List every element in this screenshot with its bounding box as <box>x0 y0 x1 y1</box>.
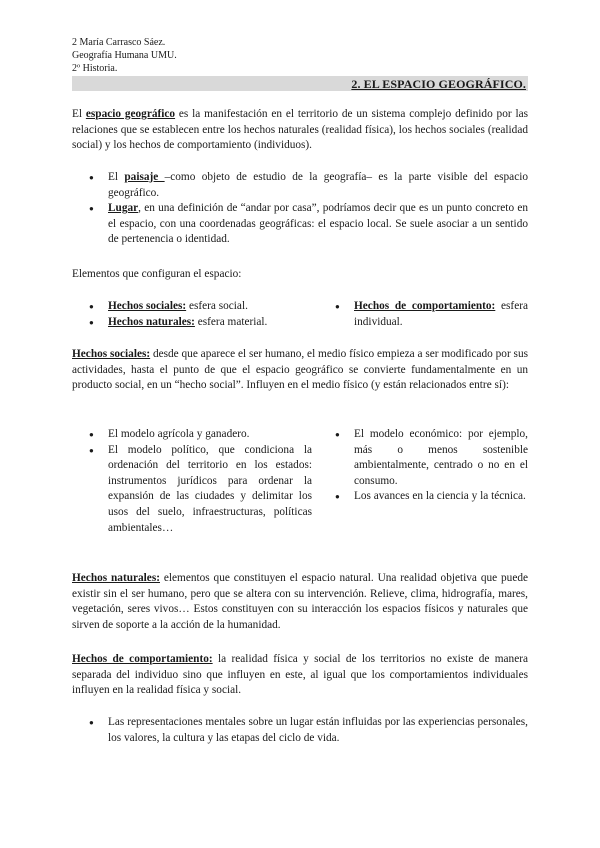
section-title: 2. EL ESPACIO GEOGRÁFICO. <box>351 77 526 91</box>
header-author: 2 María Carrasco Sáez. <box>72 37 166 48</box>
list-item: ● Hechos de comportamiento: esfera individual. <box>318 299 528 330</box>
social-right-column <box>318 427 528 505</box>
section-title-bar <box>72 76 528 91</box>
list-item: ● El modelo agrícola y ganadero. <box>72 427 312 443</box>
intro-pre: El <box>72 108 86 120</box>
social-term: Hechos sociales: <box>72 348 151 360</box>
intro-term: espacio geográfico <box>85 108 176 120</box>
behavior-list <box>72 715 528 746</box>
header-year: 2º Historia. <box>72 63 118 74</box>
intro-paragraph <box>72 107 528 154</box>
elements-right-column <box>318 299 528 330</box>
behavior-paragraph: Hechos de comportamiento: la realidad física y social de los territorios no existe de manera separada del individuo sino que influyen en este, al igual que los comportamientos individuales influyen en la realidad física y social. <box>72 653 528 697</box>
natural-paragraph: Hechos naturales: elementos que constituyen el espacio natural. Una realidad objetiva que puede existir sin el ser humano, pero que se altera con su intervención. Relieve, clima, hidrografía, mares, vegetación, seres vivos… Estos constituyen con su interacción los espacios físicos y naturales que sirven de soporte a la acción de la humanidad. <box>72 572 528 631</box>
list-item: ● El modelo político, que condiciona la ordenación del territorio en los estados: instrumentos jurídicos para ordenar la expansión de las ciudades y delimitar los usos del suelo, infraestructuras, políticas ambientales… <box>72 443 312 537</box>
definitions-list <box>72 170 528 248</box>
intro-text: es la manifestación en el territorio de un sistema complejo definido por las relaciones que se establecen entre los hechos naturales (realidad física), los hechos sociales (realidad social) y los hechos de comportamiento (individuos). <box>72 108 528 152</box>
social-paragraph: Hechos sociales: desde que aparece el ser humano, el medio físico empieza a ser modificado por sus actividades, hasta el punto de que el espacio geográfico se convierte fundamentalmente en un producto social, en un “hecho social”. Influyen en el medio físico (y están relacionados entre sí): <box>72 348 528 392</box>
behavior-term: Hechos de comportamiento: <box>72 653 213 665</box>
document-header <box>72 36 177 75</box>
list-item: ● El modelo económico: por ejemplo, más o menos sostenible ambientalmente, centrado o no en el consumo. <box>318 427 528 489</box>
social-left-column <box>72 427 312 536</box>
list-item: ● Los avances en la ciencia y la técnica. <box>318 489 528 505</box>
natural-term: Hechos naturales: <box>72 572 160 584</box>
term-lugar: Lugar <box>108 202 139 215</box>
header-course: Geografía Humana UMU. <box>72 50 177 61</box>
elements-heading: Elementos que configuran el espacio: <box>72 268 242 280</box>
term-paisaje: paisaje <box>124 171 165 183</box>
list-item: ● Lugar, en una definición de “andar por casa”, podríamos decir que es un punto concreto en el espacio, con una coordenadas geográficas: el espacio local. Se suele asociar a un sentido de pertenencia o identidad. <box>72 201 528 248</box>
list-item: ● Hechos sociales: esfera social. <box>72 299 312 315</box>
elements-left-column <box>72 299 312 330</box>
list-item: ● Hechos naturales: esfera material. <box>72 315 312 331</box>
list-item: ● El paisaje –como objeto de estudio de la geografía– es la parte visible del espacio geográfico. <box>72 170 528 201</box>
list-item: ● Las representaciones mentales sobre un lugar están influidas por las experiencias personales, los valores, la cultura y las etapas del ciclo de vida. <box>72 715 528 746</box>
